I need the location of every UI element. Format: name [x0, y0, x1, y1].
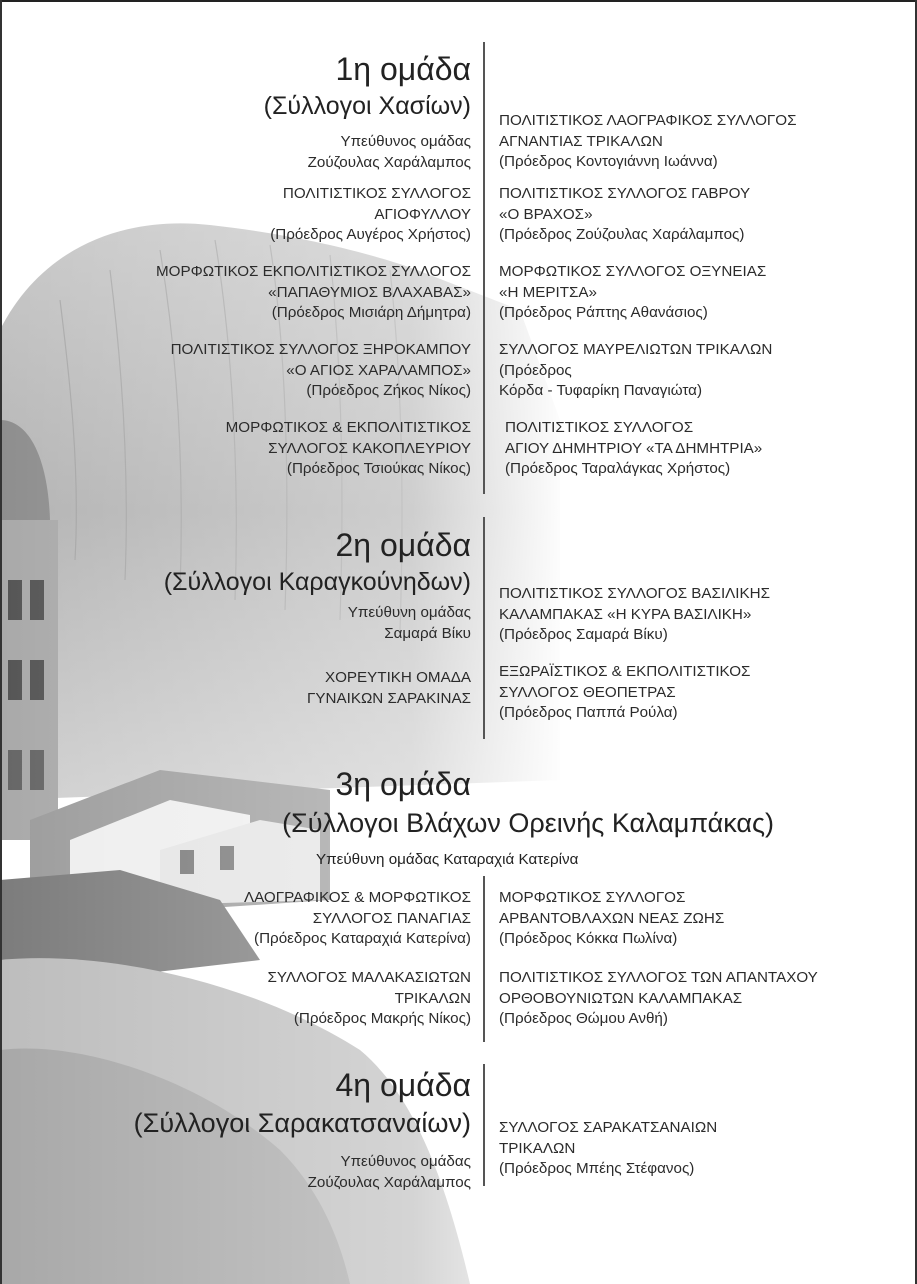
group-leader	[308, 1152, 471, 1193]
association-entry	[267, 968, 471, 1030]
association-name: ΠΟΛΙΤΙΣΤΙΚΟΣ ΣΥΛΛΟΓΟΣ ΒΑΣΙΛΙΚΗΣ	[499, 585, 771, 602]
association-name: ΑΡΒΑΝΤΟΒΛΑΧΩΝ ΝΕΑΣ ΖΩΗΣ	[499, 909, 725, 927]
association-entry	[244, 888, 471, 950]
association-president: (Πρόεδρος Ταραλάγκας Χρήστος)	[505, 460, 731, 477]
frame-left-border	[0, 0, 2, 1284]
association-president: (Πρόεδρος Θώμου Ανθή)	[499, 1010, 668, 1027]
association-name: ΣΥΛΛΟΓΟΣ ΣΑΡΑΚΑΤΣΑΝΑΙΩΝ	[499, 1119, 718, 1136]
divider-group-3	[483, 876, 485, 1042]
association-name: ΑΓΝΑΝΤΙΑΣ ΤΡΙΚΑΛΩΝ	[499, 132, 663, 150]
association-name: ΜΟΡΦΩΤΙΚΟΣ & ΕΚΠΟΛΙΤΙΣΤΙΚΟΣ	[225, 419, 471, 436]
group-subtitle: (Σύλλογοι Βλάχων Ορεινής Καλαμπάκας)	[282, 808, 774, 838]
association-president: (Πρόεδρος Μακρής Νίκος)	[293, 1010, 471, 1027]
leader-name: Ζούζουλας Χαράλαμπος	[307, 1173, 471, 1191]
association-entry	[499, 262, 766, 324]
association-name: ΣΥΛΛΟΓΟΣ ΜΑΥΡΕΛΙΩΤΩΝ ΤΡΙΚΑΛΩΝ	[499, 341, 773, 358]
association-entry	[307, 668, 471, 709]
association-name: ΜΟΡΦΩΤΙΚΟΣ ΣΥΛΛΟΓΟΣ ΟΞΥΝΕΙΑΣ	[499, 263, 767, 280]
group-leader	[348, 603, 471, 644]
association-name: ΟΡΘΟΒΟΥΝΙΩΤΩΝ ΚΑΛΑΜΠΑΚΑΣ	[499, 989, 743, 1007]
association-president: (Πρόεδρος Σαμαρά Βίκυ)	[499, 626, 668, 643]
association-name: ΑΓΙΟΥ ΔΗΜΗΤΡΙΟΥ «ΤΑ ΔΗΜΗΤΡΙΑ»	[505, 439, 763, 457]
association-president: (Πρόεδρος Τσιούκας Νίκος)	[286, 460, 471, 477]
association-name: ΑΓΙΟΦΥΛΛΟΥ	[374, 205, 471, 223]
association-entry	[499, 1118, 717, 1180]
group-leader	[308, 132, 471, 173]
association-entry	[505, 418, 762, 480]
group-title: 1η ομάδα	[335, 51, 471, 87]
association-entry	[156, 262, 471, 324]
association-entry	[499, 888, 724, 950]
association-name: ΣΥΛΛΟΓΟΣ ΚΑΚΟΠΛΕΥΡΙΟΥ	[268, 439, 471, 457]
association-president: (Πρόεδρος Μισιάρη Δήμητρα)	[271, 304, 471, 321]
association-name: ΤΡΙΚΑΛΩΝ	[394, 989, 471, 1007]
association-name: «Ο ΒΡΑΧΟΣ»	[499, 205, 593, 223]
association-name: ΕΞΩΡΑΪΣΤΙΚΟΣ & ΕΚΠΟΛΙΤΙΣΤΙΚΟΣ	[499, 663, 751, 680]
association-name: ΠΟΛΙΤΙΣΤΙΚΟΣ ΛΑΟΓΡΑΦΙΚΟΣ ΣΥΛΛΟΓΟΣ	[499, 112, 797, 129]
association-name: ΣΥΛΛΟΓΟΣ ΜΑΛΑΚΑΣΙΩΤΩΝ	[267, 969, 471, 986]
association-name: ΠΟΛΙΤΙΣΤΙΚΟΣ ΣΥΛΛΟΓΟΣ ΓΑΒΡΟΥ	[499, 185, 751, 202]
group-title: 3η ομάδα	[335, 766, 471, 802]
association-president: (Πρόεδρος Καταραχιά Κατερίνα)	[254, 930, 471, 947]
association-name: ΣΥΛΛΟΓΟΣ ΘΕΟΠΕΤΡΑΣ	[499, 683, 676, 701]
leader-label: Υπεύθυνος ομάδας	[340, 1153, 471, 1170]
association-name: ΜΟΡΦΩΤΙΚΟΣ ΕΚΠΟΛΙΤΙΣΤΙΚΟΣ ΣΥΛΛΟΓΟΣ	[156, 263, 471, 280]
association-name: «ΠΑΠΑΘΥΜΙΟΣ ΒΛΑΧΑΒΑΣ»	[268, 283, 471, 301]
association-entry	[226, 418, 471, 480]
divider-group-4	[483, 1064, 485, 1186]
association-entry	[499, 184, 750, 246]
leader-name: Σαμαρά Βίκυ	[384, 624, 471, 642]
association-president: (Πρόεδρος Μπέης Στέφανος)	[499, 1160, 695, 1177]
association-name: ΠΟΛΙΤΙΣΤΙΚΟΣ ΣΥΛΛΟΓΟΣ ΤΩΝ ΑΠΑΝΤΑΧΟΥ	[499, 969, 818, 986]
association-president: (Πρόεδρος Κόκκα Πωλίνα)	[499, 930, 678, 947]
group-subtitle: (Σύλλογοι Καραγκούνηδων)	[163, 568, 471, 596]
association-president: (Πρόεδρος Κοντογιάννη Ιωάννα)	[499, 153, 718, 170]
association-name: (Πρόεδρος	[499, 361, 572, 379]
group-subtitle: (Σύλλογοι Σαρακατσαναίων)	[133, 1108, 471, 1138]
association-name: ΛΑΟΓΡΑΦΙΚΟΣ & ΜΟΡΦΩΤΙΚΟΣ	[243, 889, 471, 906]
leader-label: Υπεύθυνη ομάδας	[347, 604, 471, 621]
group-leader: Υπεύθυνη ομάδας Καταραχιά Κατερίνα	[316, 851, 579, 868]
association-president: (Πρόεδρος Ζούζουλας Χαράλαμπος)	[499, 226, 745, 243]
divider-group-1	[483, 42, 485, 494]
association-name: ΤΡΙΚΑΛΩΝ	[499, 1139, 576, 1157]
association-name: ΣΥΛΛΟΓΟΣ ΠΑΝΑΓΙΑΣ	[312, 909, 471, 927]
association-name: ΓΥΝΑΙΚΩΝ ΣΑΡΑΚΙΝΑΣ	[307, 689, 471, 707]
group-title: 4η ομάδα	[335, 1067, 471, 1103]
leader-label: Υπεύθυνος ομάδας	[340, 133, 471, 150]
association-name: ΠΟΛΙΤΙΣΤΙΚΟΣ ΣΥΛΛΟΓΟΣ	[282, 185, 471, 202]
leader-name: Ζούζουλας Χαράλαμπος	[307, 153, 471, 171]
association-entry	[499, 340, 772, 402]
association-name: ΧΟΡΕΥΤΙΚΗ ΟΜΑΔΑ	[324, 669, 471, 686]
association-name: ΠΟΛΙΤΙΣΤΙΚΟΣ ΣΥΛΛΟΓΟΣ	[505, 419, 694, 436]
association-entry	[171, 340, 471, 402]
association-name: «Η ΜΕΡΙΤΣΑ»	[499, 283, 598, 301]
association-entry	[499, 968, 818, 1030]
association-president: (Πρόεδρος Ζήκος Νίκος)	[306, 382, 471, 399]
group-title: 2η ομάδα	[335, 527, 471, 563]
association-entry	[499, 111, 797, 173]
frame-top-border	[0, 0, 917, 2]
association-name: «Ο ΑΓΙΟΣ ΧΑΡΑΛΑΜΠΟΣ»	[286, 361, 471, 379]
association-name: ΚΑΛΑΜΠΑΚΑΣ «Η ΚΥΡΑ ΒΑΣΙΛΙΚΗ»	[499, 605, 752, 623]
association-president: (Πρόεδρος Αυγέρος Χρήστος)	[270, 226, 471, 243]
association-entry	[499, 584, 770, 646]
association-name: ΠΟΛΙΤΙΣΤΙΚΟΣ ΣΥΛΛΟΓΟΣ ΞΗΡΟΚΑΜΠΟΥ	[170, 341, 471, 358]
association-president: (Πρόεδρος Ράπτης Αθανάσιος)	[499, 304, 708, 321]
divider-group-2	[483, 517, 485, 739]
association-entry	[499, 662, 750, 724]
association-president: Κόρδα - Τυφαρίκη Παναγιώτα)	[499, 382, 703, 399]
association-name: ΜΟΡΦΩΤΙΚΟΣ ΣΥΛΛΟΓΟΣ	[499, 889, 686, 906]
association-entry	[270, 184, 471, 246]
group-subtitle: (Σύλλογοι Χασίων)	[263, 92, 471, 120]
association-president: (Πρόεδρος Παππά Ρούλα)	[499, 704, 678, 721]
